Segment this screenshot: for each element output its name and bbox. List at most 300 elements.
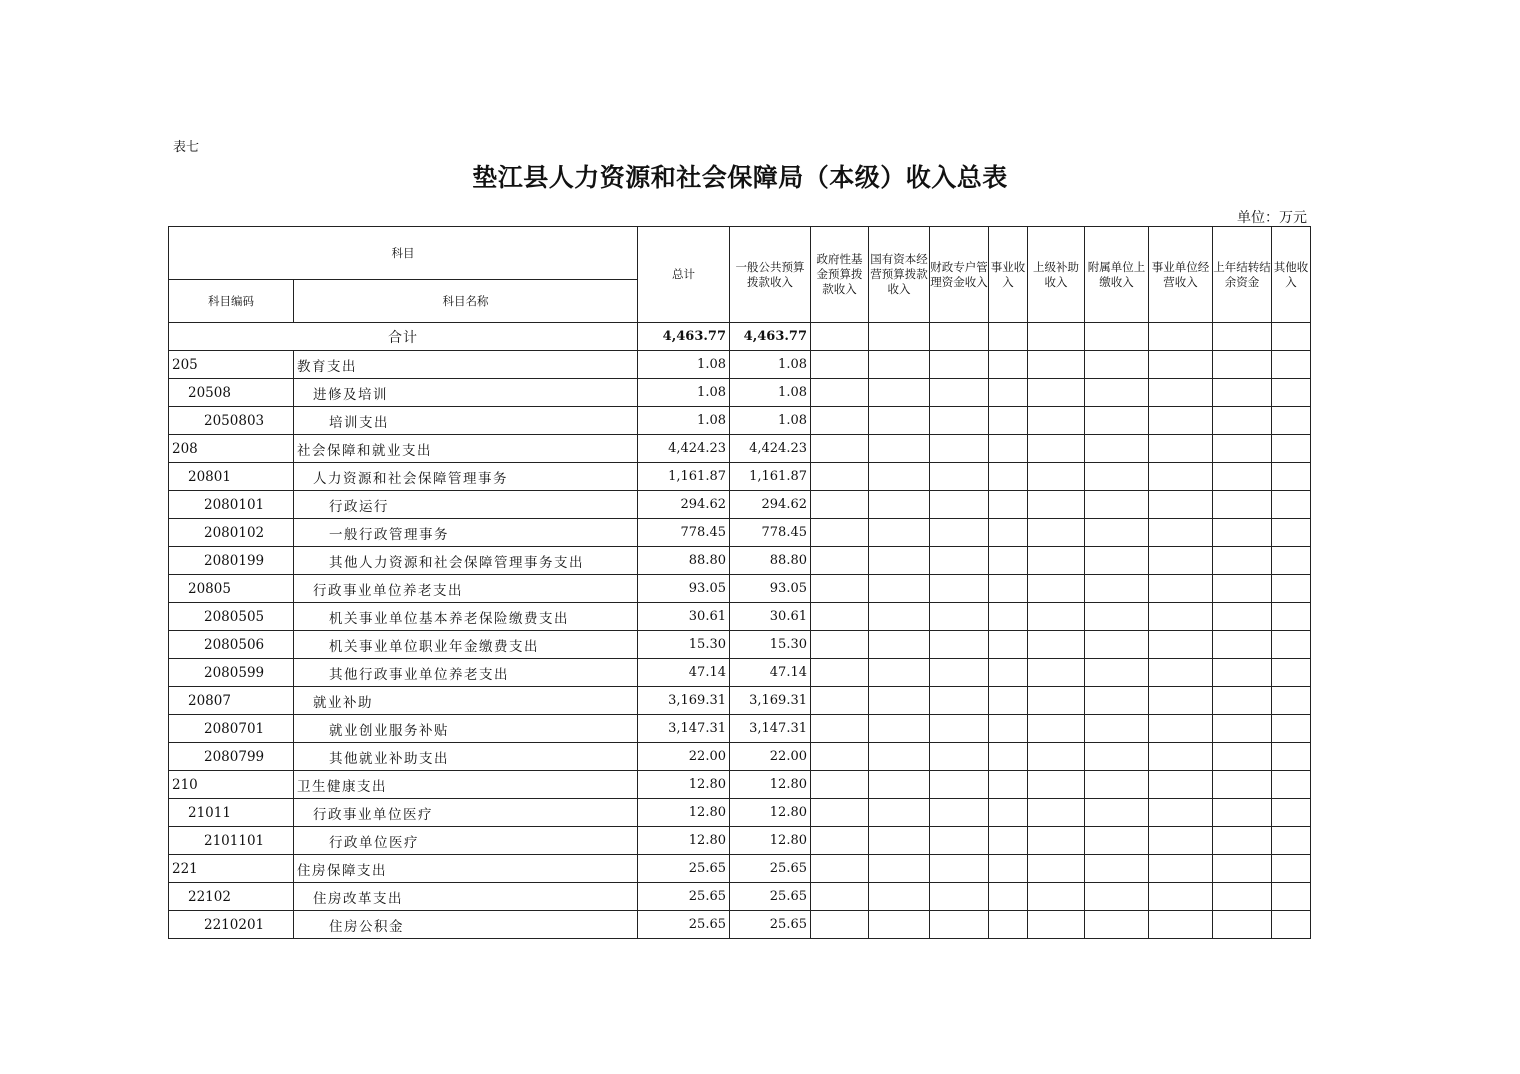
empty-cell [869, 771, 930, 799]
empty-cell [1149, 631, 1213, 659]
empty-cell [930, 323, 989, 351]
empty-cell [989, 575, 1028, 603]
empty-cell [1085, 603, 1149, 631]
empty-cell [1085, 883, 1149, 911]
empty-cell [1028, 491, 1085, 519]
empty-cell [989, 435, 1028, 463]
empty-cell [1213, 911, 1272, 939]
empty-cell [1272, 715, 1311, 743]
empty-cell [989, 323, 1028, 351]
empty-cell [811, 351, 869, 379]
empty-cell [811, 799, 869, 827]
empty-cell [1085, 631, 1149, 659]
general-budget-amount: 47.14 [730, 659, 811, 687]
empty-cell [930, 491, 989, 519]
empty-cell [1272, 435, 1311, 463]
total-amount: 1.08 [638, 351, 730, 379]
empty-cell [1213, 351, 1272, 379]
empty-cell [811, 379, 869, 407]
table-row [169, 855, 1311, 883]
empty-cell [1028, 323, 1085, 351]
empty-cell [1149, 351, 1213, 379]
header-general-budget: 一般公共预算拨款收入 [730, 227, 811, 323]
header-row [169, 227, 1311, 280]
empty-cell [1213, 659, 1272, 687]
table-row [169, 407, 1311, 435]
subject-name: 其他行政事业单位养老支出 [294, 659, 638, 687]
table-row [169, 715, 1311, 743]
total-amount: 4,424.23 [638, 435, 730, 463]
empty-cell [930, 855, 989, 883]
empty-cell [1085, 547, 1149, 575]
total-amount: 25.65 [638, 911, 730, 939]
subject-code: 2101101 [169, 827, 294, 855]
general-budget-amount: 22.00 [730, 743, 811, 771]
total-amount: 25.65 [638, 855, 730, 883]
empty-cell [1028, 855, 1085, 883]
empty-cell [1272, 379, 1311, 407]
header-fiscal-special: 财政专户管理资金收入 [930, 227, 989, 323]
empty-cell [989, 491, 1028, 519]
empty-cell [1028, 771, 1085, 799]
subject-name: 进修及培训 [294, 379, 638, 407]
empty-cell [1213, 323, 1272, 351]
subject-code: 21011 [169, 799, 294, 827]
subject-name: 住房保障支出 [294, 855, 638, 883]
empty-cell [989, 883, 1028, 911]
subject-name: 社会保障和就业支出 [294, 435, 638, 463]
subject-name: 培训支出 [294, 407, 638, 435]
empty-cell [1028, 463, 1085, 491]
empty-cell [1085, 743, 1149, 771]
empty-cell [1272, 799, 1311, 827]
subject-code: 20805 [169, 575, 294, 603]
empty-cell [930, 631, 989, 659]
empty-cell [1213, 743, 1272, 771]
empty-cell [1028, 827, 1085, 855]
general-budget-amount: 12.80 [730, 771, 811, 799]
empty-cell [1028, 575, 1085, 603]
table-row [169, 547, 1311, 575]
empty-cell [989, 911, 1028, 939]
empty-cell [811, 911, 869, 939]
total-amount: 3,147.31 [638, 715, 730, 743]
subject-name: 行政单位医疗 [294, 827, 638, 855]
empty-cell [1213, 631, 1272, 659]
general-budget-amount: 294.62 [730, 491, 811, 519]
empty-cell [1149, 883, 1213, 911]
header-gov-fund: 政府性基金预算拨款收入 [811, 227, 869, 323]
empty-cell [1085, 435, 1149, 463]
total-amount: 47.14 [638, 659, 730, 687]
empty-cell [1272, 323, 1311, 351]
empty-cell [869, 435, 930, 463]
subject-code: 2080505 [169, 603, 294, 631]
empty-cell [1213, 771, 1272, 799]
empty-cell [869, 799, 930, 827]
empty-cell [869, 519, 930, 547]
empty-cell [869, 855, 930, 883]
empty-cell [989, 407, 1028, 435]
empty-cell [1085, 323, 1149, 351]
general-budget-amount: 3,169.31 [730, 687, 811, 715]
empty-cell [869, 911, 930, 939]
empty-cell [811, 771, 869, 799]
empty-cell [1149, 743, 1213, 771]
empty-cell [1213, 883, 1272, 911]
general-budget-amount: 4,424.23 [730, 435, 811, 463]
empty-cell [1085, 687, 1149, 715]
total-amount: 778.45 [638, 519, 730, 547]
empty-cell [1028, 631, 1085, 659]
empty-cell [1213, 463, 1272, 491]
table-row [169, 575, 1311, 603]
empty-cell [1272, 687, 1311, 715]
subject-code: 2210201 [169, 911, 294, 939]
subject-code: 221 [169, 855, 294, 883]
empty-cell [1028, 687, 1085, 715]
header-code: 科目编码 [169, 280, 294, 323]
subject-name: 其他人力资源和社会保障管理事务支出 [294, 547, 638, 575]
empty-cell [1085, 855, 1149, 883]
subject-name: 一般行政管理事务 [294, 519, 638, 547]
unit-label: 单位：万元 [1237, 210, 1307, 226]
empty-cell [1272, 631, 1311, 659]
table-row [169, 463, 1311, 491]
empty-cell [1085, 519, 1149, 547]
empty-cell [1028, 659, 1085, 687]
empty-cell [811, 827, 869, 855]
table-row [169, 827, 1311, 855]
empty-cell [1213, 491, 1272, 519]
subject-code: 20801 [169, 463, 294, 491]
empty-cell [811, 463, 869, 491]
subject-code: 205 [169, 351, 294, 379]
empty-cell [1272, 491, 1311, 519]
general-budget-amount: 25.65 [730, 883, 811, 911]
empty-cell [1149, 575, 1213, 603]
empty-cell [1149, 771, 1213, 799]
empty-cell [1028, 743, 1085, 771]
empty-cell [1149, 855, 1213, 883]
empty-cell [1272, 883, 1311, 911]
general-budget-amount: 12.80 [730, 827, 811, 855]
general-budget-amount: 88.80 [730, 547, 811, 575]
total-amount: 12.80 [638, 771, 730, 799]
subject-name: 行政事业单位养老支出 [294, 575, 638, 603]
table-row [169, 519, 1311, 547]
total-amount: 15.30 [638, 631, 730, 659]
empty-cell [1085, 799, 1149, 827]
empty-cell [930, 827, 989, 855]
table-row [169, 771, 1311, 799]
total-row [169, 323, 1311, 351]
empty-cell [869, 463, 930, 491]
total-amount: 4,463.77 [638, 323, 730, 351]
table-row [169, 351, 1311, 379]
subject-code: 20508 [169, 379, 294, 407]
subject-code: 2080599 [169, 659, 294, 687]
header-upper-subsidy: 上级补助收入 [1028, 227, 1085, 323]
empty-cell [989, 603, 1028, 631]
empty-cell [811, 407, 869, 435]
general-budget-amount: 1,161.87 [730, 463, 811, 491]
empty-cell [811, 855, 869, 883]
empty-cell [811, 687, 869, 715]
empty-cell [869, 827, 930, 855]
empty-cell [1213, 827, 1272, 855]
empty-cell [1213, 715, 1272, 743]
empty-cell [1272, 603, 1311, 631]
empty-cell [930, 463, 989, 491]
subject-code: 2080506 [169, 631, 294, 659]
empty-cell [869, 547, 930, 575]
header-operating: 事业单位经营收入 [1149, 227, 1213, 323]
empty-cell [1213, 575, 1272, 603]
empty-cell [989, 687, 1028, 715]
table-row [169, 379, 1311, 407]
empty-cell [1149, 799, 1213, 827]
empty-cell [1272, 575, 1311, 603]
empty-cell [869, 491, 930, 519]
header-state-capital: 国有资本经营预算拨款收入 [869, 227, 930, 323]
empty-cell [1085, 463, 1149, 491]
general-budget-amount: 30.61 [730, 603, 811, 631]
empty-cell [869, 351, 930, 379]
empty-cell [930, 435, 989, 463]
empty-cell [869, 687, 930, 715]
empty-cell [930, 351, 989, 379]
empty-cell [811, 603, 869, 631]
empty-cell [989, 855, 1028, 883]
empty-cell [989, 827, 1028, 855]
empty-cell [811, 435, 869, 463]
empty-cell [1272, 659, 1311, 687]
empty-cell [811, 883, 869, 911]
empty-cell [811, 659, 869, 687]
empty-cell [1149, 463, 1213, 491]
empty-cell [1272, 827, 1311, 855]
subject-name: 住房改革支出 [294, 883, 638, 911]
empty-cell [1213, 799, 1272, 827]
empty-cell [1028, 911, 1085, 939]
empty-cell [1149, 687, 1213, 715]
subject-name: 机关事业单位职业年金缴费支出 [294, 631, 638, 659]
empty-cell [869, 575, 930, 603]
empty-cell [1085, 491, 1149, 519]
empty-cell [811, 631, 869, 659]
subject-name: 机关事业单位基本养老保险缴费支出 [294, 603, 638, 631]
empty-cell [989, 547, 1028, 575]
empty-cell [1213, 379, 1272, 407]
subject-name: 行政运行 [294, 491, 638, 519]
subject-code: 2050803 [169, 407, 294, 435]
general-budget-amount: 12.80 [730, 799, 811, 827]
empty-cell [930, 547, 989, 575]
subject-name: 教育支出 [294, 351, 638, 379]
empty-cell [811, 323, 869, 351]
empty-cell [1149, 435, 1213, 463]
subject-code: 2080701 [169, 715, 294, 743]
empty-cell [989, 743, 1028, 771]
subject-name: 住房公积金 [294, 911, 638, 939]
empty-cell [930, 743, 989, 771]
empty-cell [1149, 407, 1213, 435]
empty-cell [989, 659, 1028, 687]
empty-cell [1272, 463, 1311, 491]
empty-cell [1149, 491, 1213, 519]
header-carryover: 上年结转结余资金 [1213, 227, 1272, 323]
total-amount: 12.80 [638, 799, 730, 827]
total-amount: 1,161.87 [638, 463, 730, 491]
empty-cell [1085, 575, 1149, 603]
table-row [169, 491, 1311, 519]
page-title: 垫江县人力资源和社会保障局（本级）收入总表 [472, 163, 1008, 192]
empty-cell [1149, 519, 1213, 547]
table-row [169, 659, 1311, 687]
empty-cell [989, 631, 1028, 659]
empty-cell [930, 407, 989, 435]
subject-code: 208 [169, 435, 294, 463]
empty-cell [989, 519, 1028, 547]
empty-cell [989, 771, 1028, 799]
empty-cell [869, 659, 930, 687]
empty-cell [1085, 827, 1149, 855]
subject-code: 210 [169, 771, 294, 799]
empty-cell [1149, 603, 1213, 631]
empty-cell [1272, 519, 1311, 547]
total-amount: 22.00 [638, 743, 730, 771]
empty-cell [1085, 659, 1149, 687]
empty-cell [1028, 715, 1085, 743]
subject-name: 就业创业服务补贴 [294, 715, 638, 743]
empty-cell [811, 491, 869, 519]
subject-code: 2080102 [169, 519, 294, 547]
total-amount: 1.08 [638, 407, 730, 435]
empty-cell [1272, 547, 1311, 575]
empty-cell [930, 519, 989, 547]
total-general-amount: 4,463.77 [730, 323, 811, 351]
empty-cell [1272, 911, 1311, 939]
empty-cell [869, 603, 930, 631]
empty-cell [989, 463, 1028, 491]
empty-cell [869, 379, 930, 407]
empty-cell [1213, 407, 1272, 435]
empty-cell [989, 351, 1028, 379]
header-business: 事业收入 [989, 227, 1028, 323]
total-amount: 93.05 [638, 575, 730, 603]
empty-cell [1149, 547, 1213, 575]
total-amount: 25.65 [638, 883, 730, 911]
empty-cell [930, 575, 989, 603]
table-row [169, 687, 1311, 715]
empty-cell [1272, 351, 1311, 379]
empty-cell [1028, 547, 1085, 575]
empty-cell [1028, 379, 1085, 407]
general-budget-amount: 1.08 [730, 407, 811, 435]
empty-cell [1272, 855, 1311, 883]
empty-cell [1085, 911, 1149, 939]
subject-code: 2080101 [169, 491, 294, 519]
general-budget-amount: 15.30 [730, 631, 811, 659]
empty-cell [869, 883, 930, 911]
total-amount: 294.62 [638, 491, 730, 519]
subject-name: 行政事业单位医疗 [294, 799, 638, 827]
total-amount: 12.80 [638, 827, 730, 855]
empty-cell [1085, 351, 1149, 379]
empty-cell [1028, 407, 1085, 435]
general-budget-amount: 1.08 [730, 351, 811, 379]
empty-cell [930, 715, 989, 743]
empty-cell [1213, 855, 1272, 883]
empty-cell [989, 715, 1028, 743]
header-affiliated: 附属单位上缴收入 [1085, 227, 1149, 323]
empty-cell [1149, 379, 1213, 407]
empty-cell [989, 379, 1028, 407]
subject-code: 2080799 [169, 743, 294, 771]
empty-cell [1085, 407, 1149, 435]
empty-cell [811, 547, 869, 575]
subject-name: 就业补助 [294, 687, 638, 715]
empty-cell [1085, 771, 1149, 799]
empty-cell [1149, 323, 1213, 351]
table-row [169, 883, 1311, 911]
table-row [169, 743, 1311, 771]
subject-code: 22102 [169, 883, 294, 911]
empty-cell [930, 771, 989, 799]
empty-cell [869, 715, 930, 743]
general-budget-amount: 1.08 [730, 379, 811, 407]
general-budget-amount: 25.65 [730, 911, 811, 939]
table-row [169, 911, 1311, 939]
empty-cell [930, 883, 989, 911]
empty-cell [1149, 827, 1213, 855]
header-total: 总计 [638, 227, 730, 323]
subject-name: 其他就业补助支出 [294, 743, 638, 771]
empty-cell [930, 603, 989, 631]
empty-cell [1272, 771, 1311, 799]
empty-cell [989, 799, 1028, 827]
empty-cell [1149, 659, 1213, 687]
general-budget-amount: 3,147.31 [730, 715, 811, 743]
empty-cell [811, 715, 869, 743]
empty-cell [869, 743, 930, 771]
total-amount: 1.08 [638, 379, 730, 407]
subject-name: 卫生健康支出 [294, 771, 638, 799]
empty-cell [1272, 743, 1311, 771]
empty-cell [1028, 351, 1085, 379]
table-row [169, 435, 1311, 463]
subject-code: 2080199 [169, 547, 294, 575]
empty-cell [930, 379, 989, 407]
total-amount: 3,169.31 [638, 687, 730, 715]
table-number: 表七 [173, 140, 200, 155]
table-row [169, 603, 1311, 631]
empty-cell [1028, 603, 1085, 631]
header-name: 科目名称 [294, 280, 638, 323]
empty-cell [1028, 799, 1085, 827]
empty-cell [1272, 407, 1311, 435]
header-other: 其他收入 [1272, 227, 1311, 323]
header-subject: 科目 [169, 227, 638, 280]
empty-cell [1085, 715, 1149, 743]
empty-cell [1028, 519, 1085, 547]
empty-cell [930, 687, 989, 715]
empty-cell [1028, 883, 1085, 911]
subject-name: 人力资源和社会保障管理事务 [294, 463, 638, 491]
general-budget-amount: 778.45 [730, 519, 811, 547]
empty-cell [1213, 547, 1272, 575]
